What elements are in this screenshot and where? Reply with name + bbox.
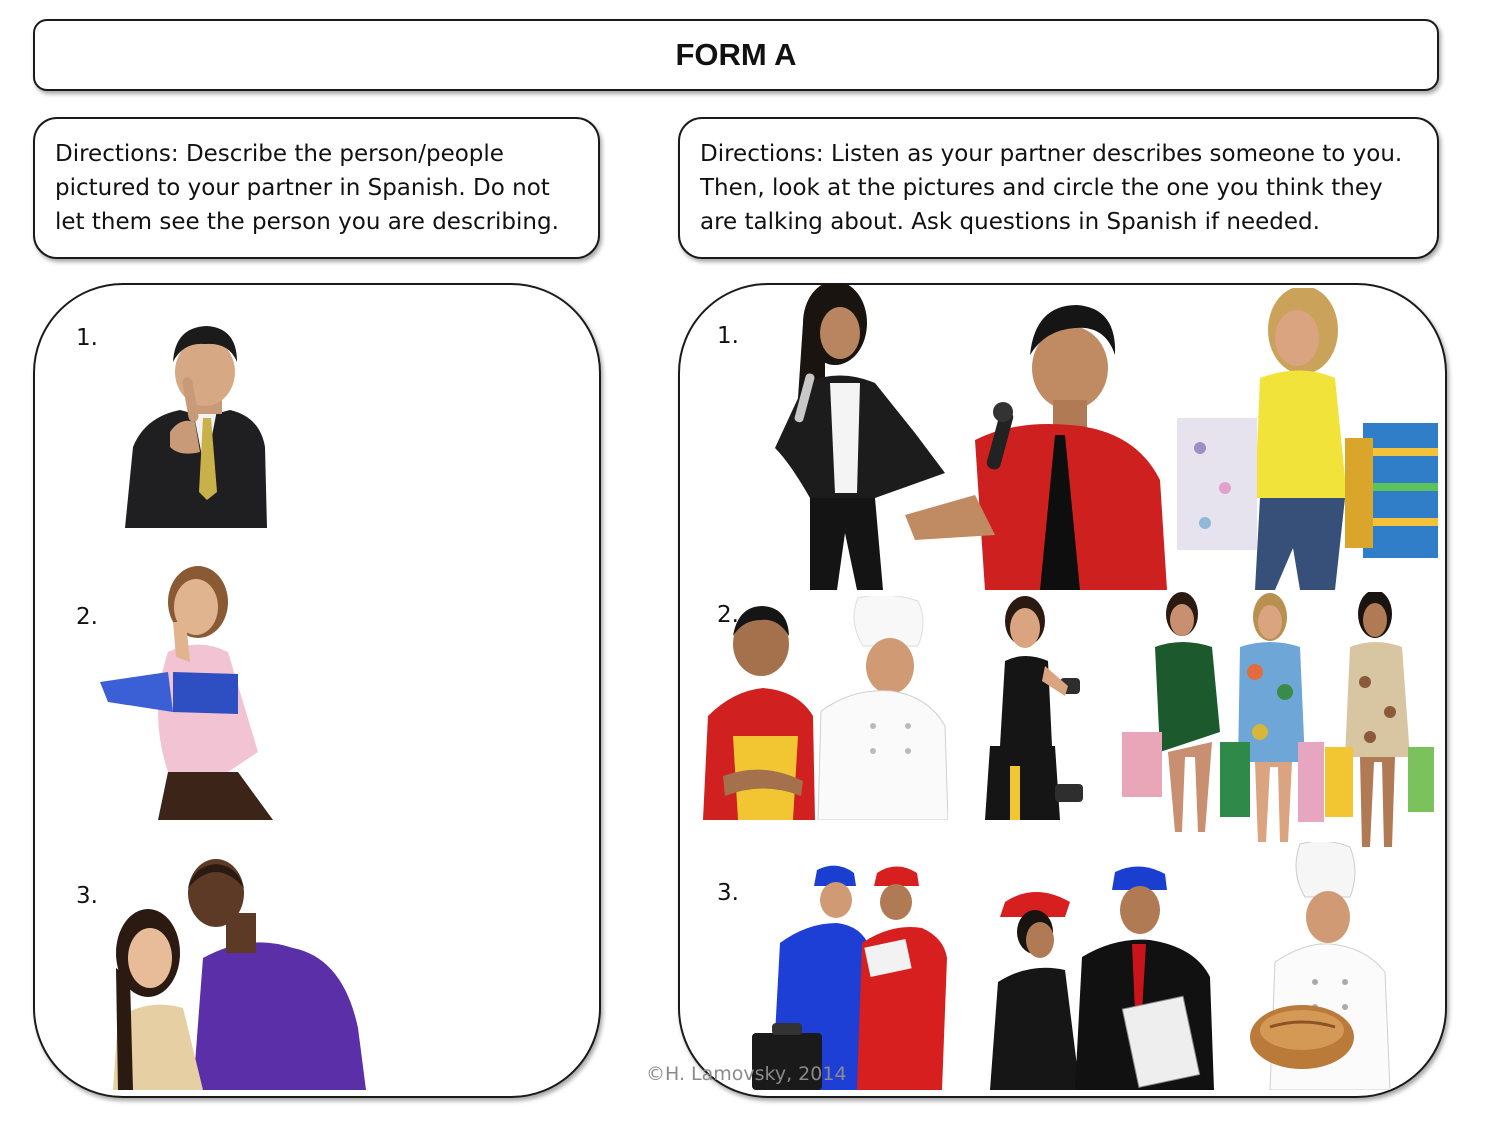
two-engineers-clipboard-photo [990, 862, 1216, 1090]
left-directions: Directions: Describe the person/people pictured to your partner in Spanish. Do not let them see the person you are describing. [33, 117, 600, 259]
right-row-3-number: 3. [717, 880, 739, 906]
man-with-microphone-photo [905, 300, 1167, 590]
two-workers-hardhats-photo [752, 858, 948, 1090]
man-shushing-photo [125, 322, 267, 528]
left-item-1-number: 1. [76, 325, 98, 351]
waiter-and-chef-photo [703, 596, 948, 820]
woman-with-dumbbells-photo [980, 596, 1088, 820]
left-item-2-number: 2. [76, 604, 98, 630]
couple-smiling-photo [108, 858, 366, 1090]
woman-with-shopping-bags-photo [1175, 288, 1443, 590]
right-directions: Directions: Listen as your partner describes someone to you. Then, look at the pictures and circle the one you think they are talking about. Ask questions in Spanish if needed. [678, 117, 1439, 259]
woman-reading-book-photo [98, 562, 274, 820]
three-women-shopping-photo [1120, 592, 1438, 860]
title-box [33, 19, 1439, 91]
copyright-notice: ©H. Lamovsky, 2014 [646, 1063, 847, 1085]
left-item-3-number: 3. [76, 883, 98, 909]
right-row-1-number: 1. [717, 323, 739, 349]
right-row-2-number: 2. [717, 602, 739, 628]
page-title: FORM A [675, 37, 797, 72]
chef-with-bread-photo [1250, 842, 1395, 1090]
